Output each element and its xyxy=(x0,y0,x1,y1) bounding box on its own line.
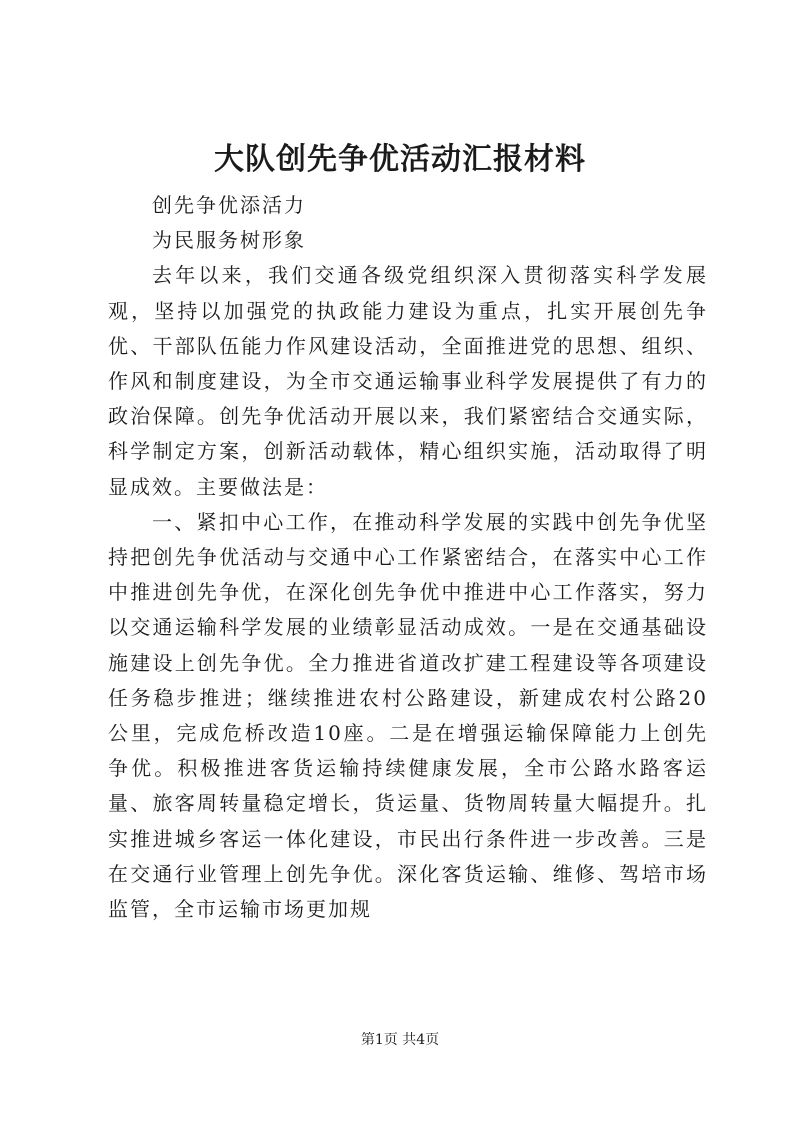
intro-paragraph: 去年以来，我们交通各级党组织深入贯彻落实科学发展观，坚持以加强党的执政能力建设为重点，扎实开展创先争优、干部队伍能力作风建设活动，全面推进党的思想、组织、作风和制度建设，为全市交通运输事业科学发展提供了有力的政治保障。创先争优活动开展以来，我们紧密结合交通实际，科学制定方案，创新活动载体，精心组织实施，活动取得了明显成效。主要做法是： xyxy=(108,263,708,499)
document-title: 大队创先争优活动汇报材料 xyxy=(214,142,586,177)
subtitle-line-1: 创先争优添活力 xyxy=(152,193,306,217)
subtitle-line-2: 为民服务树形象 xyxy=(152,228,306,253)
document-body xyxy=(108,188,708,927)
page-number-footer: 第1页 共4页 xyxy=(360,1032,440,1048)
section-one-paragraph: 一、紧扣中心工作，在推动科学发展的实践中创先争优坚持把创先争优活动与交通中心工作紧密结合，在落实中心工作中推进创先争优，在深化创先争优中推进中心工作落实，努力以交通运输科学发展的业绩彰显活动成效。一是在交通基础设施建设上创先争优。全力推进省道改扩建工程建设等各项建设任务稳步推进；继续推进农村公路建设，新建成农村公路20公里，完成危桥改造10座。二是在增强运输保障能力上创先争优。积极推进客货运输持续健康发展，全市公路水路客运量、旅客周转量稳定增长，货运量、货物周转量大幅提升。扎实推进城乡客运一体化建设，市民出行条件进一步改善。三是在交通行业管理上创先争优。深化客货运输、维修、驾培市场监管，全市运输市场更加规 xyxy=(108,509,708,922)
